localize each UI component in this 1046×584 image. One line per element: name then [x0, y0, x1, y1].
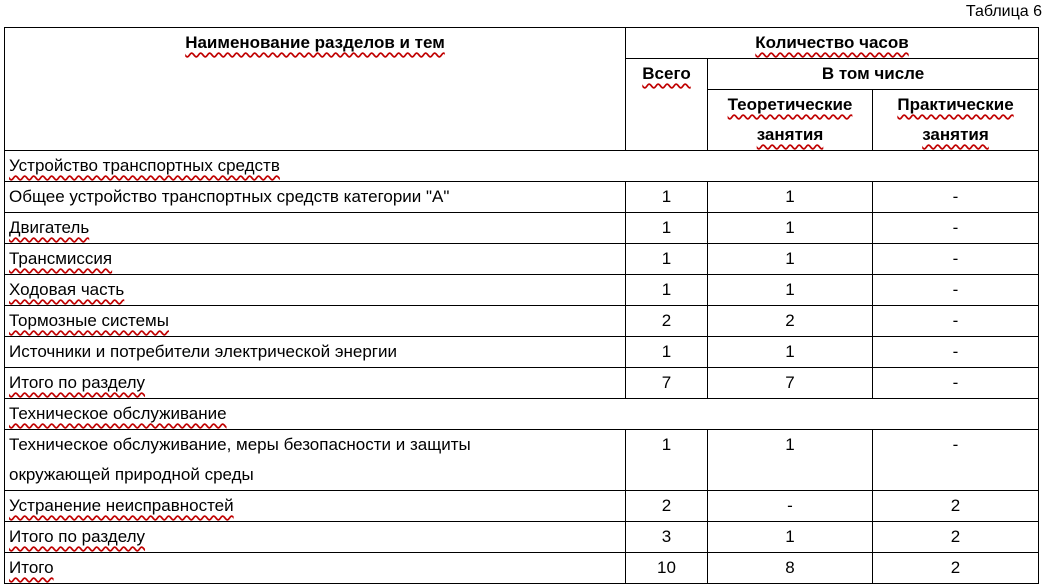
total-cell: 2 [626, 491, 708, 522]
practice-cell: 2 [873, 522, 1039, 553]
topic-name: Трансмиссия [5, 244, 626, 275]
theory-cell: 7 [708, 368, 873, 399]
theory-cell: 1 [708, 337, 873, 368]
header-name: Наименование разделов и тем [5, 28, 626, 151]
section-row [5, 399, 1039, 430]
table-row [5, 491, 1039, 522]
total-cell: 1 [626, 430, 708, 491]
topic-name: Двигатель [5, 213, 626, 244]
topic-name: Устранение неисправностей [5, 491, 626, 522]
subtotal-row [5, 368, 1039, 399]
table-row [5, 182, 1039, 213]
total-cell: 1 [626, 182, 708, 213]
practice-cell: - [873, 368, 1039, 399]
practice-cell: - [873, 306, 1039, 337]
table-row [5, 430, 1039, 491]
total-cell: 2 [626, 306, 708, 337]
topic-name: Источники и потребители электрической энергии [5, 337, 626, 368]
table-row [5, 306, 1039, 337]
practice-cell: 2 [873, 491, 1039, 522]
theory-cell: 8 [708, 553, 873, 584]
practice-cell: - [873, 244, 1039, 275]
table-caption: Таблица 6 [965, 3, 1042, 20]
subtotal-label: Итого по разделу [5, 368, 626, 399]
subtotal-label: Итого по разделу [5, 522, 626, 553]
subtotal-row [5, 522, 1039, 553]
total-cell: 1 [626, 244, 708, 275]
table-row [5, 244, 1039, 275]
grand-total-label: Итого [5, 553, 626, 584]
theory-cell: 1 [708, 182, 873, 213]
theory-cell: 1 [708, 244, 873, 275]
hours-table [4, 27, 1039, 584]
theory-cell: 1 [708, 522, 873, 553]
total-cell: 3 [626, 522, 708, 553]
total-cell: 7 [626, 368, 708, 399]
practice-cell: - [873, 213, 1039, 244]
header-including: В том числе [708, 59, 1039, 90]
topic-name: Ходовая часть [5, 275, 626, 306]
section-title: Техническое обслуживание [5, 399, 1039, 430]
table-row [5, 275, 1039, 306]
practice-cell: - [873, 430, 1039, 491]
table-row [5, 337, 1039, 368]
section-title: Устройство транспортных средств [5, 151, 1039, 182]
header-theory: Теоретические занятия [708, 90, 873, 151]
total-cell: 10 [626, 553, 708, 584]
theory-cell: - [708, 491, 873, 522]
grand-total-row [5, 553, 1039, 584]
total-cell: 1 [626, 213, 708, 244]
topic-name: Техническое обслуживание, меры безопасности и защиты окружающей природной среды [5, 430, 626, 491]
total-cell: 1 [626, 337, 708, 368]
topic-name: Общее устройство транспортных средств категории "А" [5, 182, 626, 213]
total-cell: 1 [626, 275, 708, 306]
table-row [5, 213, 1039, 244]
header-total: Всего [626, 59, 708, 151]
theory-cell: 1 [708, 275, 873, 306]
practice-cell: - [873, 337, 1039, 368]
practice-cell: 2 [873, 553, 1039, 584]
header-hours: Количество часов [626, 28, 1039, 59]
practice-cell: - [873, 275, 1039, 306]
theory-cell: 1 [708, 430, 873, 491]
header-row-1 [5, 28, 1039, 59]
topic-name: Тормозные системы [5, 306, 626, 337]
section-row [5, 151, 1039, 182]
theory-cell: 1 [708, 213, 873, 244]
theory-cell: 2 [708, 306, 873, 337]
practice-cell: - [873, 182, 1039, 213]
header-practice: Практические занятия [873, 90, 1039, 151]
